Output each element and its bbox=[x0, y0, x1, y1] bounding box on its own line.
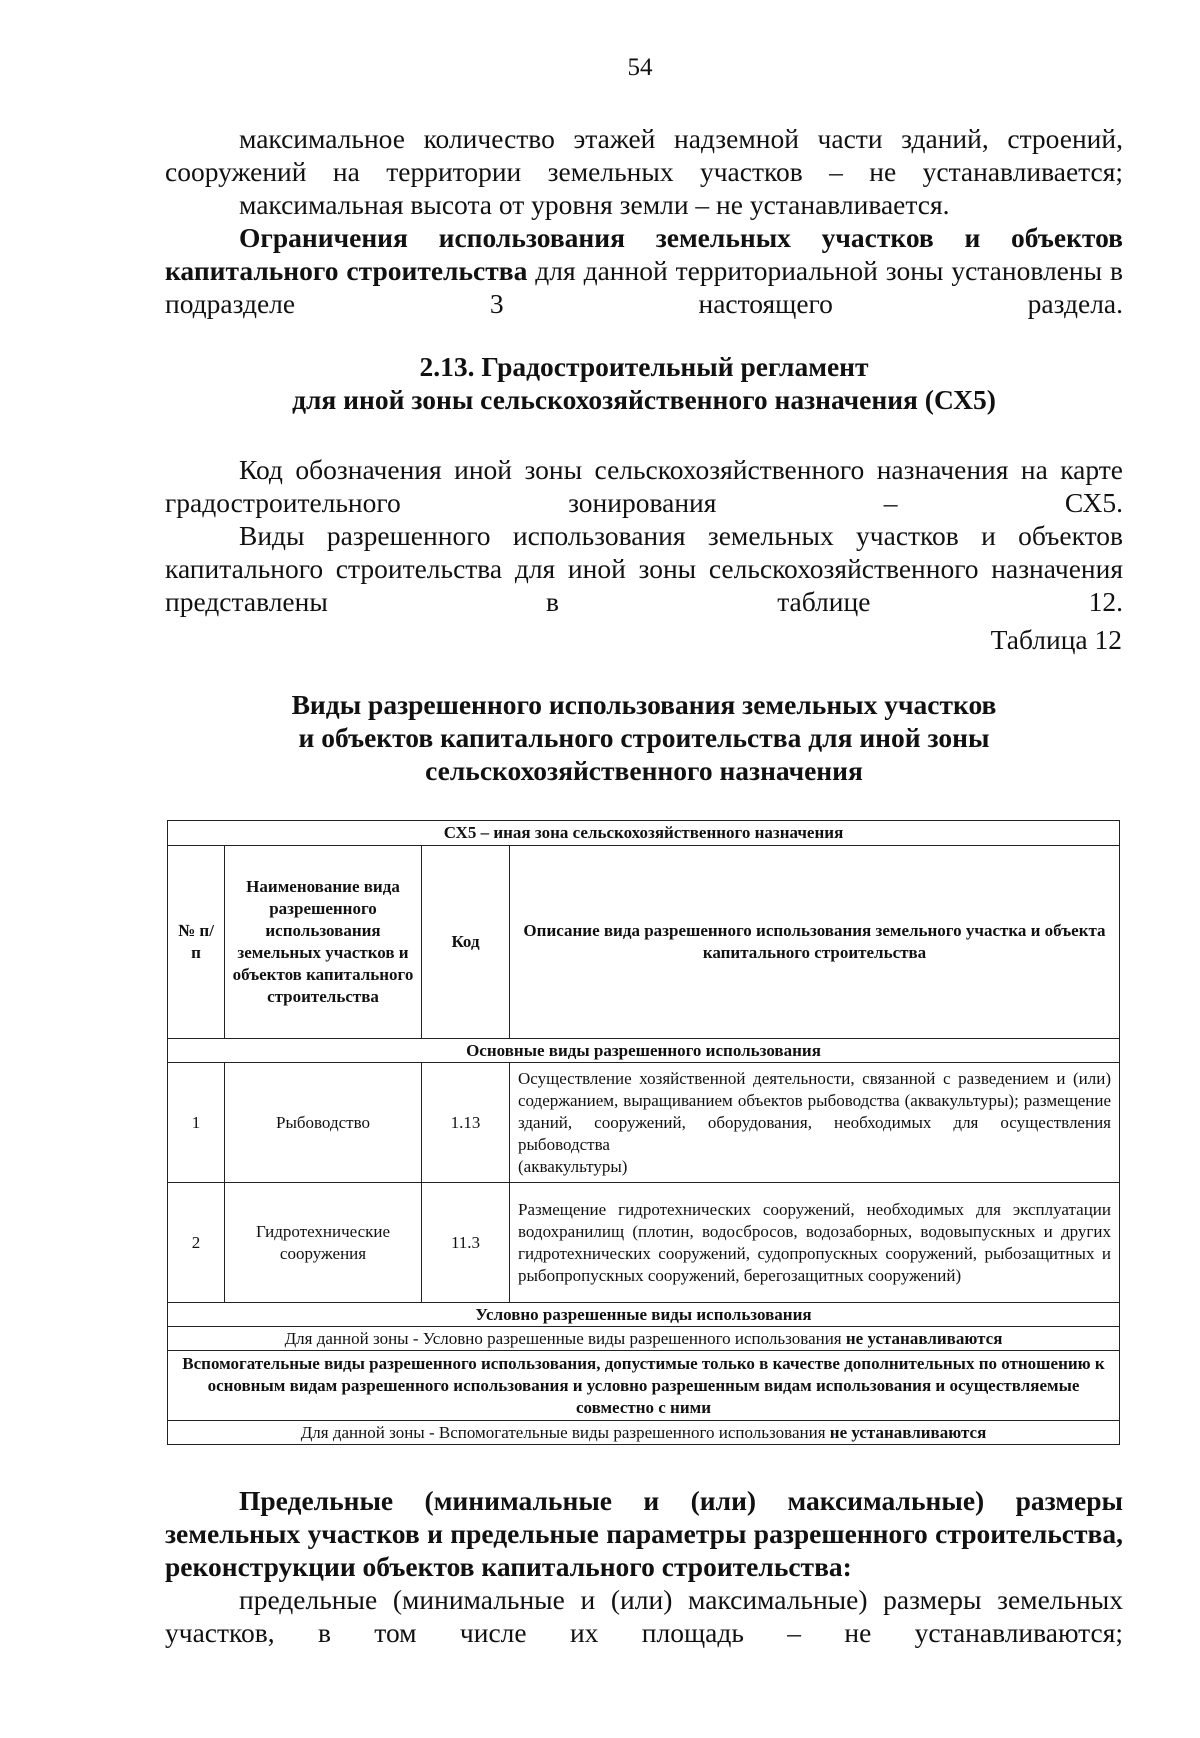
auxiliary-text: Для данной зоны - Вспомогательные виды разрешенного использования bbox=[300, 1422, 830, 1442]
limits-paragraph: предельные (минимальные и (или) максимальные) размеры земельных участков, в том числе их площадь – не устанавливаются; bbox=[165, 1584, 1123, 1648]
col-num-header: № п/п bbox=[168, 846, 225, 1039]
section-title-line1: 2.13. Градостроительный регламент bbox=[419, 351, 869, 382]
row-num: 1 bbox=[168, 1063, 225, 1183]
section-title-line2: для иной зоны сельскохозяйственного назначения (СХ5) bbox=[292, 384, 996, 415]
conditional-text: Для данной зоны - Условно разрешенные виды разрешенного использования bbox=[284, 1328, 846, 1348]
restriction-bold: Ограничения использования земельных участков и объектов капитального строительства bbox=[165, 222, 1123, 286]
row-description-text: Размещение гидротехнических сооружений, необходимых для эксплуатации водохранилищ (плотин, водосбросов, водозаборных, водовыпускных и других гидротехнических сооружений, судопропускных сооружений, рыбозащитных и bbox=[518, 1199, 1111, 1263]
restriction-paragraph bbox=[165, 221, 1123, 320]
auxiliary-header: Вспомогательные виды разрешенного использования, допустимые только в качестве дополнительных по отношению к основным видам разрешенного использования и условно разрешенным видам использования и осуществляемые совместно с ними bbox=[168, 1351, 1120, 1421]
row-name: Рыбоводство bbox=[225, 1063, 422, 1183]
row-code: 11.3 bbox=[422, 1183, 510, 1303]
conditional-bold: не устанавливаются bbox=[845, 1328, 1003, 1348]
table-title bbox=[165, 688, 1123, 787]
intro-block bbox=[165, 122, 1123, 320]
auxiliary-bold: не устанавливаются bbox=[829, 1422, 987, 1442]
row-name: Гидротехнические сооружения bbox=[225, 1183, 422, 1303]
conditional-row bbox=[168, 1327, 1120, 1351]
restriction-rest: для данной территориальной зоны установлены в подразделе 3 настоящего раздела. bbox=[165, 255, 1123, 319]
auxiliary-row bbox=[168, 1421, 1120, 1445]
table-row bbox=[168, 1183, 1120, 1303]
regulation-table bbox=[167, 820, 1120, 1445]
row-description-last: (аквакультуры) bbox=[518, 1156, 628, 1176]
row-description-last: рыбопропускных сооружений, берегозащитных сооружений) bbox=[518, 1265, 962, 1285]
section-body bbox=[165, 453, 1123, 618]
zone-header: СХ5 – иная зона сельскохозяйственного назначения bbox=[168, 821, 1120, 846]
row-num: 2 bbox=[168, 1183, 225, 1303]
row-description bbox=[510, 1183, 1120, 1303]
table-row bbox=[168, 1063, 1120, 1183]
col-desc-header: Описание вида разрешенного использования земельного участка и объекта капитального строительства bbox=[510, 846, 1120, 1039]
table-title-line3: сельскохозяйственного назначения bbox=[425, 755, 863, 786]
intro-line-floors: максимальное количество этажей надземной части зданий, строений, сооружений на территории земельных участков – не устанавливается; bbox=[165, 123, 1123, 187]
row-description-text: Осуществление хозяйственной деятельности, связанной с разведением и (или) содержанием, выращиванием объектов рыбоводства (аквакультуры); размещение зданий, сооружений, оборудования, необходимых для осуществления рыбоводства bbox=[518, 1068, 1111, 1154]
col-code-header: Код bbox=[422, 846, 510, 1039]
limits-heading: Предельные (минимальные и (или) максимальные) размеры земельных участков и предельные параметры разрешенного строительства, реконструкции объектов капитального строительства: bbox=[165, 1485, 1123, 1582]
table-caption: Таблица 12 bbox=[990, 624, 1122, 655]
zone-code-paragraph: Код обозначения иной зоны сельскохозяйственного назначения на карте градостроительного зонирования – СХ5. bbox=[165, 454, 1123, 518]
intro-line-height: максимальная высота от уровня земли – не устанавливается. bbox=[239, 189, 950, 220]
limits-block bbox=[165, 1484, 1123, 1649]
table-title-line1: Виды разрешенного использования земельных участков bbox=[291, 689, 997, 720]
row-description bbox=[510, 1063, 1120, 1183]
col-name-header: Наименование вида разрешенного использования земельных участков и объектов капитального строительства bbox=[225, 846, 422, 1039]
table-title-line2: и объектов капитального строительства для иной зоны bbox=[298, 722, 990, 753]
conditional-header: Условно разрешенные виды использования bbox=[168, 1303, 1120, 1327]
row-code: 1.13 bbox=[422, 1063, 510, 1183]
page-number: 54 bbox=[627, 54, 653, 81]
types-paragraph: Виды разрешенного использования земельных участков и объектов капитального строительства для иной зоны сельскохозяйственного назначения представлены в таблице 12. bbox=[165, 520, 1123, 617]
main-types-header: Основные виды разрешенного использования bbox=[168, 1039, 1120, 1063]
section-title bbox=[165, 350, 1123, 416]
